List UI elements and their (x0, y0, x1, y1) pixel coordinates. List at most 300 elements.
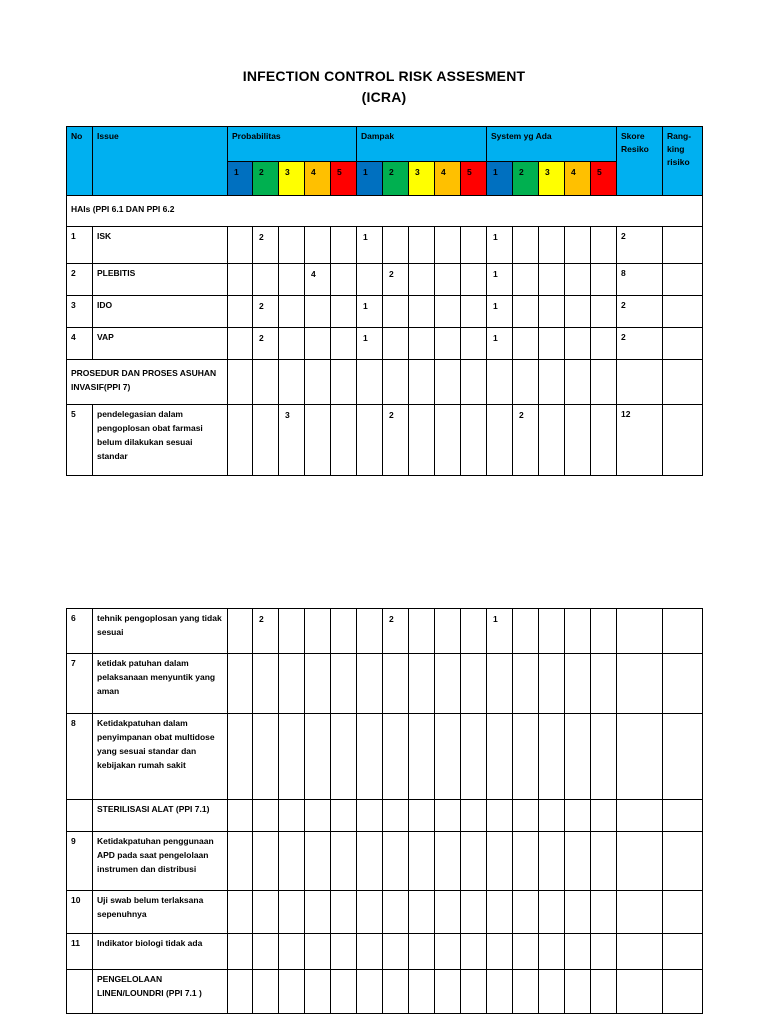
value-p-2: 2 (253, 227, 279, 264)
value-d-1 (357, 934, 383, 970)
value-p-2 (253, 970, 279, 1014)
value-d-1 (357, 405, 383, 476)
value-p-3 (279, 296, 305, 328)
value-p-4 (305, 654, 331, 714)
value-p-1 (228, 405, 253, 476)
value-s-4 (565, 800, 591, 832)
icra-table-top (66, 126, 703, 476)
table-row (67, 654, 703, 714)
value-p-5 (331, 328, 357, 360)
row-number: 1 (67, 227, 93, 264)
value-s-3 (539, 227, 565, 264)
value-p-3 (279, 714, 305, 800)
value-s-2 (513, 832, 539, 891)
value-d-2 (383, 970, 409, 1014)
value-s-2 (513, 227, 539, 264)
row-ranking (663, 800, 703, 832)
table-row (67, 891, 703, 934)
row-ranking (663, 609, 703, 654)
table-row (67, 609, 703, 654)
value-s-1 (487, 714, 513, 800)
value-s-4 (565, 891, 591, 934)
value-p-5 (331, 800, 357, 832)
header-ranking: Rang-king risiko (663, 127, 703, 196)
value-p-1 (228, 227, 253, 264)
value-p-5 (331, 405, 357, 476)
value-p-1 (228, 654, 253, 714)
row-issue: Ketidakpatuhan dalam penyimpanan obat multidose yang sesuai standar dan kebijakan rumah sakit (93, 714, 228, 800)
row-skore (617, 654, 663, 714)
value-d-4 (435, 654, 461, 714)
row-issue: VAP (93, 328, 228, 360)
section-label: HAIs (PPI 6.1 DAN PPI 6.2 (67, 196, 703, 227)
value-s-1: 1 (487, 296, 513, 328)
value-s-1: 1 (487, 609, 513, 654)
value-s-2 (513, 891, 539, 934)
row-ranking (663, 970, 703, 1014)
value-p-2: 2 (253, 328, 279, 360)
section-row (67, 360, 703, 405)
value-p-2 (253, 832, 279, 891)
document-title: INFECTION CONTROL RISK ASSESMENT (242, 68, 526, 84)
value-p-3 (279, 264, 305, 296)
value-s-5 (591, 227, 617, 264)
value-p-5 (331, 891, 357, 934)
table-row (67, 328, 703, 360)
value-s-4 (565, 328, 591, 360)
row-ranking (663, 934, 703, 970)
value-s-5 (591, 934, 617, 970)
value-d-5 (461, 654, 487, 714)
row-issue: STERILISASI ALAT (PPI 7.1) (93, 800, 228, 832)
row-number (67, 970, 93, 1014)
row-skore: 2 (617, 227, 663, 264)
value-d-1: 1 (357, 296, 383, 328)
value-d-1 (357, 714, 383, 800)
value-d-1: 1 (357, 227, 383, 264)
value-d-3 (409, 714, 435, 800)
value-d-5 (461, 405, 487, 476)
row-number: 3 (67, 296, 93, 328)
row-issue: Indikator biologi tidak ada (93, 934, 228, 970)
value-p-2 (253, 264, 279, 296)
row-number: 7 (67, 654, 93, 714)
value-p-5 (331, 296, 357, 328)
table-row (67, 264, 703, 296)
value-d-4 (435, 227, 461, 264)
value-d-1 (357, 891, 383, 934)
value-d-5 (461, 934, 487, 970)
value-s-4 (565, 227, 591, 264)
value-s-3 (539, 405, 565, 476)
value-s-2 (513, 654, 539, 714)
value-d-1 (357, 264, 383, 296)
value-s-4 (565, 405, 591, 476)
row-ranking (663, 714, 703, 800)
table-row (67, 296, 703, 328)
row-skore (617, 800, 663, 832)
value-s-5 (591, 800, 617, 832)
empty-cell (357, 360, 383, 405)
value-p-4 (305, 800, 331, 832)
value-s-5 (591, 891, 617, 934)
value-p-5 (331, 714, 357, 800)
value-p-2 (253, 714, 279, 800)
value-p-1 (228, 934, 253, 970)
value-s-1 (487, 654, 513, 714)
value-p-2 (253, 800, 279, 832)
value-s-2 (513, 296, 539, 328)
value-d-3 (409, 970, 435, 1014)
value-d-4 (435, 891, 461, 934)
value-d-2 (383, 934, 409, 970)
value-d-4 (435, 264, 461, 296)
value-p-1 (228, 328, 253, 360)
row-number (67, 800, 93, 832)
value-p-1 (228, 832, 253, 891)
scale-system-1: 1 (487, 162, 513, 196)
row-ranking (663, 328, 703, 360)
value-s-1 (487, 891, 513, 934)
empty-cell (487, 360, 513, 405)
value-p-4 (305, 714, 331, 800)
value-s-3 (539, 654, 565, 714)
row-number: 9 (67, 832, 93, 891)
value-p-2 (253, 891, 279, 934)
header-no: No (67, 127, 93, 196)
value-s-2 (513, 609, 539, 654)
value-s-3 (539, 296, 565, 328)
scale-system-3: 3 (539, 162, 565, 196)
row-ranking (663, 227, 703, 264)
value-d-2 (383, 296, 409, 328)
value-d-4 (435, 832, 461, 891)
value-d-4 (435, 934, 461, 970)
value-s-2 (513, 714, 539, 800)
row-ranking (663, 296, 703, 328)
row-issue: IDO (93, 296, 228, 328)
header-probabilitas: Probabilitas (228, 127, 357, 162)
empty-cell (305, 360, 331, 405)
scale-probabilitas-5: 5 (331, 162, 357, 196)
value-d-2 (383, 832, 409, 891)
value-p-4 (305, 227, 331, 264)
empty-cell (513, 360, 539, 405)
value-d-2 (383, 328, 409, 360)
value-p-5 (331, 227, 357, 264)
value-s-4 (565, 264, 591, 296)
row-issue: PLEBITIS (93, 264, 228, 296)
value-p-3 (279, 970, 305, 1014)
scale-system-4: 4 (565, 162, 591, 196)
scale-dampak-4: 4 (435, 162, 461, 196)
value-p-4 (305, 934, 331, 970)
table-row (67, 227, 703, 264)
row-issue: pendelegasian dalam pengoplosan obat farmasi belum dilakukan sesuai standar (93, 405, 228, 476)
table-row (67, 832, 703, 891)
row-ranking (663, 405, 703, 476)
row-skore (617, 714, 663, 800)
header-dampak: Dampak (357, 127, 487, 162)
empty-cell (331, 360, 357, 405)
value-d-5 (461, 891, 487, 934)
value-s-1 (487, 800, 513, 832)
value-d-4 (435, 296, 461, 328)
value-p-1 (228, 800, 253, 832)
value-d-2: 2 (383, 609, 409, 654)
value-s-1 (487, 934, 513, 970)
value-d-3 (409, 405, 435, 476)
row-issue: ketidak patuhan dalam pelaksanaan menyuntik yang aman (93, 654, 228, 714)
value-d-3 (409, 609, 435, 654)
value-d-3 (409, 654, 435, 714)
value-p-3 (279, 934, 305, 970)
header-issue: Issue (93, 127, 228, 196)
value-p-1 (228, 264, 253, 296)
value-d-2 (383, 891, 409, 934)
row-skore (617, 934, 663, 970)
empty-cell (591, 360, 617, 405)
row-issue: PENGELOLAAN LINEN/LOUNDRI (PPI 7.1 ) (93, 970, 228, 1014)
empty-cell (539, 360, 565, 405)
value-d-3 (409, 832, 435, 891)
value-d-5 (461, 609, 487, 654)
value-s-5 (591, 609, 617, 654)
value-s-4 (565, 296, 591, 328)
value-s-1: 1 (487, 328, 513, 360)
value-p-4 (305, 328, 331, 360)
section-label: PROSEDUR DAN PROSES ASUHAN INVASIF(PPI 7) (67, 360, 228, 405)
value-p-3 (279, 654, 305, 714)
value-p-4: 4 (305, 264, 331, 296)
value-p-3 (279, 891, 305, 934)
value-p-2 (253, 405, 279, 476)
value-d-5 (461, 832, 487, 891)
scale-dampak-3: 3 (409, 162, 435, 196)
row-issue: Ketidakpatuhan penggunaan APD pada saat pengelolaan instrumen dan distribusi (93, 832, 228, 891)
value-s-3 (539, 328, 565, 360)
value-p-1 (228, 891, 253, 934)
value-s-3 (539, 714, 565, 800)
value-d-2 (383, 654, 409, 714)
value-d-5 (461, 296, 487, 328)
empty-cell (228, 360, 253, 405)
value-p-4 (305, 609, 331, 654)
row-ranking (663, 891, 703, 934)
value-p-4 (305, 970, 331, 1014)
table-row (67, 800, 703, 832)
row-issue: Uji swab belum terlaksana sepenuhnya (93, 891, 228, 934)
scale-probabilitas-2: 2 (253, 162, 279, 196)
row-skore (617, 970, 663, 1014)
row-number: 5 (67, 405, 93, 476)
value-p-4 (305, 296, 331, 328)
document-subtitle: (ICRA) (361, 89, 407, 105)
scale-dampak-1: 1 (357, 162, 383, 196)
value-p-5 (331, 654, 357, 714)
empty-cell (253, 360, 279, 405)
value-d-2: 2 (383, 264, 409, 296)
value-d-2 (383, 800, 409, 832)
section-row (67, 196, 703, 227)
value-d-3 (409, 296, 435, 328)
value-d-4 (435, 405, 461, 476)
value-d-2: 2 (383, 405, 409, 476)
value-s-1 (487, 970, 513, 1014)
icra-table-bottom (66, 608, 703, 1014)
empty-cell (461, 360, 487, 405)
value-s-5 (591, 832, 617, 891)
value-p-3 (279, 832, 305, 891)
row-ranking (663, 264, 703, 296)
value-d-4 (435, 714, 461, 800)
value-s-4 (565, 970, 591, 1014)
value-p-1 (228, 714, 253, 800)
scale-probabilitas-3: 3 (279, 162, 305, 196)
scale-dampak-5: 5 (461, 162, 487, 196)
empty-cell (383, 360, 409, 405)
value-d-5 (461, 227, 487, 264)
value-s-1: 1 (487, 227, 513, 264)
value-p-1 (228, 296, 253, 328)
row-number: 2 (67, 264, 93, 296)
value-s-4 (565, 934, 591, 970)
value-d-4 (435, 800, 461, 832)
value-s-1 (487, 405, 513, 476)
row-number: 10 (67, 891, 93, 934)
value-s-3 (539, 891, 565, 934)
value-s-5 (591, 328, 617, 360)
table-row (67, 970, 703, 1014)
value-p-3 (279, 227, 305, 264)
row-number: 6 (67, 609, 93, 654)
row-ranking (663, 654, 703, 714)
value-s-2 (513, 264, 539, 296)
value-s-1 (487, 832, 513, 891)
table-row (67, 405, 703, 476)
row-skore: 8 (617, 264, 663, 296)
value-d-4 (435, 328, 461, 360)
value-d-1 (357, 609, 383, 654)
value-d-3 (409, 800, 435, 832)
row-skore (617, 609, 663, 654)
value-s-3 (539, 609, 565, 654)
value-s-3 (539, 800, 565, 832)
value-d-1: 1 (357, 328, 383, 360)
value-p-3 (279, 800, 305, 832)
value-s-3 (539, 934, 565, 970)
value-s-1: 1 (487, 264, 513, 296)
scale-system-5: 5 (591, 162, 617, 196)
value-d-5 (461, 800, 487, 832)
value-s-5 (591, 405, 617, 476)
value-p-1 (228, 970, 253, 1014)
value-p-1 (228, 609, 253, 654)
value-d-3 (409, 934, 435, 970)
value-s-4 (565, 832, 591, 891)
value-d-4 (435, 609, 461, 654)
empty-cell (663, 360, 703, 405)
empty-cell (279, 360, 305, 405)
value-d-5 (461, 970, 487, 1014)
scale-dampak-2: 2 (383, 162, 409, 196)
value-p-3: 3 (279, 405, 305, 476)
header-skore: Skore Resiko (617, 127, 663, 196)
value-d-2 (383, 714, 409, 800)
value-p-4 (305, 832, 331, 891)
value-d-3 (409, 227, 435, 264)
value-p-5 (331, 832, 357, 891)
value-d-5 (461, 264, 487, 296)
row-number: 8 (67, 714, 93, 800)
value-p-5 (331, 609, 357, 654)
value-s-5 (591, 970, 617, 1014)
value-p-2: 2 (253, 296, 279, 328)
value-s-4 (565, 654, 591, 714)
value-p-5 (331, 970, 357, 1014)
table-row (67, 934, 703, 970)
value-s-2: 2 (513, 405, 539, 476)
value-d-3 (409, 891, 435, 934)
row-skore: 2 (617, 328, 663, 360)
value-p-4 (305, 891, 331, 934)
value-d-3 (409, 328, 435, 360)
scale-probabilitas-1: 1 (228, 162, 253, 196)
table-row (67, 714, 703, 800)
row-skore (617, 832, 663, 891)
value-p-2: 2 (253, 609, 279, 654)
value-d-1 (357, 800, 383, 832)
value-d-1 (357, 970, 383, 1014)
value-s-3 (539, 970, 565, 1014)
value-s-3 (539, 264, 565, 296)
row-number: 4 (67, 328, 93, 360)
value-p-5 (331, 264, 357, 296)
value-s-5 (591, 714, 617, 800)
row-skore (617, 891, 663, 934)
value-p-5 (331, 934, 357, 970)
value-s-4 (565, 714, 591, 800)
value-p-2 (253, 934, 279, 970)
empty-cell (409, 360, 435, 405)
value-p-3 (279, 328, 305, 360)
value-d-5 (461, 714, 487, 800)
value-d-5 (461, 328, 487, 360)
row-number: 11 (67, 934, 93, 970)
value-p-2 (253, 654, 279, 714)
row-issue: tehnik pengoplosan yang tidak sesuai (93, 609, 228, 654)
row-skore: 2 (617, 296, 663, 328)
value-s-2 (513, 328, 539, 360)
header-system: System yg Ada (487, 127, 617, 162)
value-s-2 (513, 934, 539, 970)
value-s-2 (513, 800, 539, 832)
scale-probabilitas-4: 4 (305, 162, 331, 196)
empty-cell (435, 360, 461, 405)
value-d-4 (435, 970, 461, 1014)
empty-cell (617, 360, 663, 405)
empty-cell (565, 360, 591, 405)
row-ranking (663, 832, 703, 891)
value-p-4 (305, 405, 331, 476)
value-s-4 (565, 609, 591, 654)
scale-system-2: 2 (513, 162, 539, 196)
row-issue: ISK (93, 227, 228, 264)
value-s-5 (591, 264, 617, 296)
value-d-2 (383, 227, 409, 264)
value-d-1 (357, 654, 383, 714)
value-s-3 (539, 832, 565, 891)
